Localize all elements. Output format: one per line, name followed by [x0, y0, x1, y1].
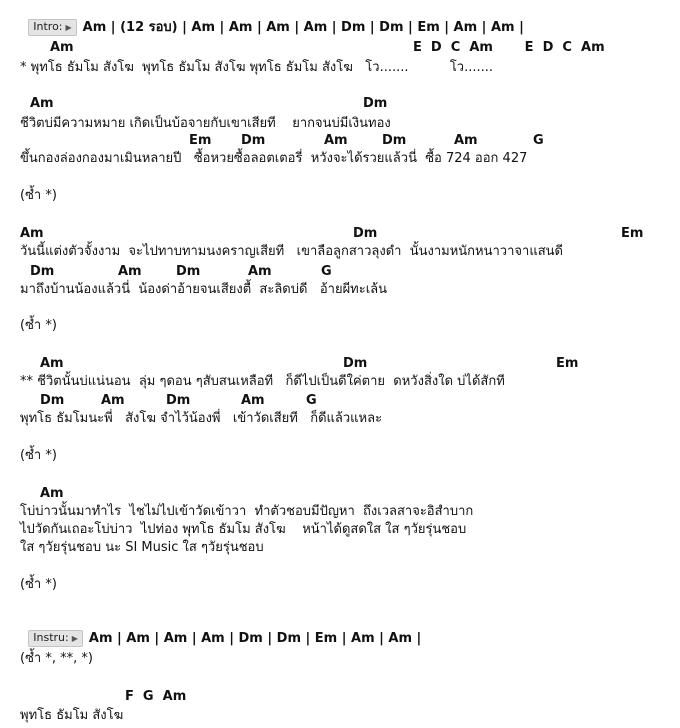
chord-line: Am	[101, 393, 125, 408]
chord-line: Am	[454, 133, 478, 148]
lyric-line: ไปวัดกันเถอะโบ่บ่าว ไปท่อง พุทโธ ธัมโม สังโฆ หน้าได้ดูสดใส ใส ๆวัยรุ่นชอบ	[20, 522, 467, 537]
intro-tag[interactable]: Intro: ▶	[28, 19, 76, 36]
lyric-line: (ซ้ำ *)	[20, 448, 57, 463]
lyric-line: โบ่บ่าวนั้นมาทำไร ไชไม่ไปเข้าวัดเข้าวา ทำตัวชอบมีปัญหา ถึงเวลสาจะอิสำบาก	[20, 504, 474, 519]
intro-line	[20, 3, 524, 36]
chord-line: Am	[248, 264, 272, 279]
lyric-line: * พุทโธ ธัมโม สังโฆ พุทโธ ธัมโม สังโฆ พุทโธ ธัมโม สังโฆ โว....... โว.......	[20, 60, 494, 75]
instru-chord-sequence: Am | Am | Am | Am | Dm | Dm | Em | Am | Am |	[88, 631, 422, 646]
lyric-line: ** ชีวิตนั้นบ่แน่นอน ลุ่ม ๆดอน ๆสับสนเหลือที ก็ดีไปเป็นดีใค่ตาย ดหวังสิ่งใด บ่ได้สักที	[20, 374, 505, 389]
intro-chord-sequence: Am | (12 รอบ) | Am | Am | Am | Am | Dm | Dm | Em | Am | Am |	[82, 20, 524, 35]
chord-line: Am	[241, 393, 265, 408]
lyric-line: ใส ๆวัยรุ่นชอบ นะ SI Music ใส ๆวัยรุ่นชอบ	[20, 540, 264, 555]
instru-tag[interactable]: Instru: ▶	[28, 630, 83, 647]
chord-line: Dm	[166, 393, 191, 408]
chord-line: Dm	[40, 393, 65, 408]
chord-line: Am	[40, 486, 64, 501]
lyric-line: (ซ้ำ *)	[20, 318, 57, 333]
lyric-line: (ซ้ำ *)	[20, 577, 57, 592]
chord-line: Am	[324, 133, 348, 148]
lyric-line: ขึ้นกองล่องกองมาเมินหลายปี ซื้อหวยซื้อลอตเตอรี่ หวังจะได้รวยแล้วนี่ ซื้อ 724 ออก 427	[20, 151, 528, 166]
lyric-line: วันนี้แต่งตัวจั้งงาม จะไปทาบทามนงคราญเสียที เขาลือลูกสาวลุงดำ นั้นงามหนักหนาวาจาแสนดี	[20, 244, 563, 259]
chord-line: Am	[118, 264, 142, 279]
lyric-line: (ซ้ำ *, **, *)	[20, 651, 93, 666]
chord-line: Em	[556, 356, 579, 371]
chord-line: Dm	[343, 356, 368, 371]
instru-line	[20, 614, 421, 647]
chord-line: Dm	[363, 96, 388, 111]
expand-arrow-icon: ▶	[71, 634, 78, 643]
lyric-line: พุทโธ ธัมโม สังโฆ	[20, 708, 124, 723]
lyric-line: (ซ้ำ *)	[20, 188, 57, 203]
expand-arrow-icon: ▶	[65, 23, 72, 32]
chord-line: G	[321, 264, 332, 279]
chord-line: G	[533, 133, 544, 148]
chord-line: E D C Am E D C Am	[413, 40, 605, 55]
chord-line: Dm	[241, 133, 266, 148]
chord-line: F G Am	[125, 689, 187, 704]
chord-line: Am	[50, 40, 74, 55]
chord-line: Em	[189, 133, 212, 148]
chord-line: Dm	[176, 264, 201, 279]
chord-line: G	[306, 393, 317, 408]
chord-line: Am	[40, 356, 64, 371]
lyric-line: พุทโธ ธัมโมนะพี่ สังโฆ จำไว้น้องพี่ เข้าวัดเสียที ก็ดีแล้วแหละ	[20, 411, 383, 426]
chord-line: Dm	[30, 264, 55, 279]
lyric-line: ชีวิตบ่มีความหมาย เกิดเป็นบ้อจายกับเขาเสียที ยากจนบ่มีเงินทอง	[20, 116, 391, 131]
chord-line: Am	[20, 226, 44, 241]
chord-line: Dm	[382, 133, 407, 148]
lyric-line: มาถึงบ้านน้องแล้วนี่ น้องด่าอ้ายจนเสียงตื้ สะลิดบ่ดี อ้ายผีทะเล้น	[20, 282, 388, 297]
chord-line: Dm	[353, 226, 378, 241]
chord-line: Am	[30, 96, 54, 111]
chord-line: Em	[621, 226, 644, 241]
